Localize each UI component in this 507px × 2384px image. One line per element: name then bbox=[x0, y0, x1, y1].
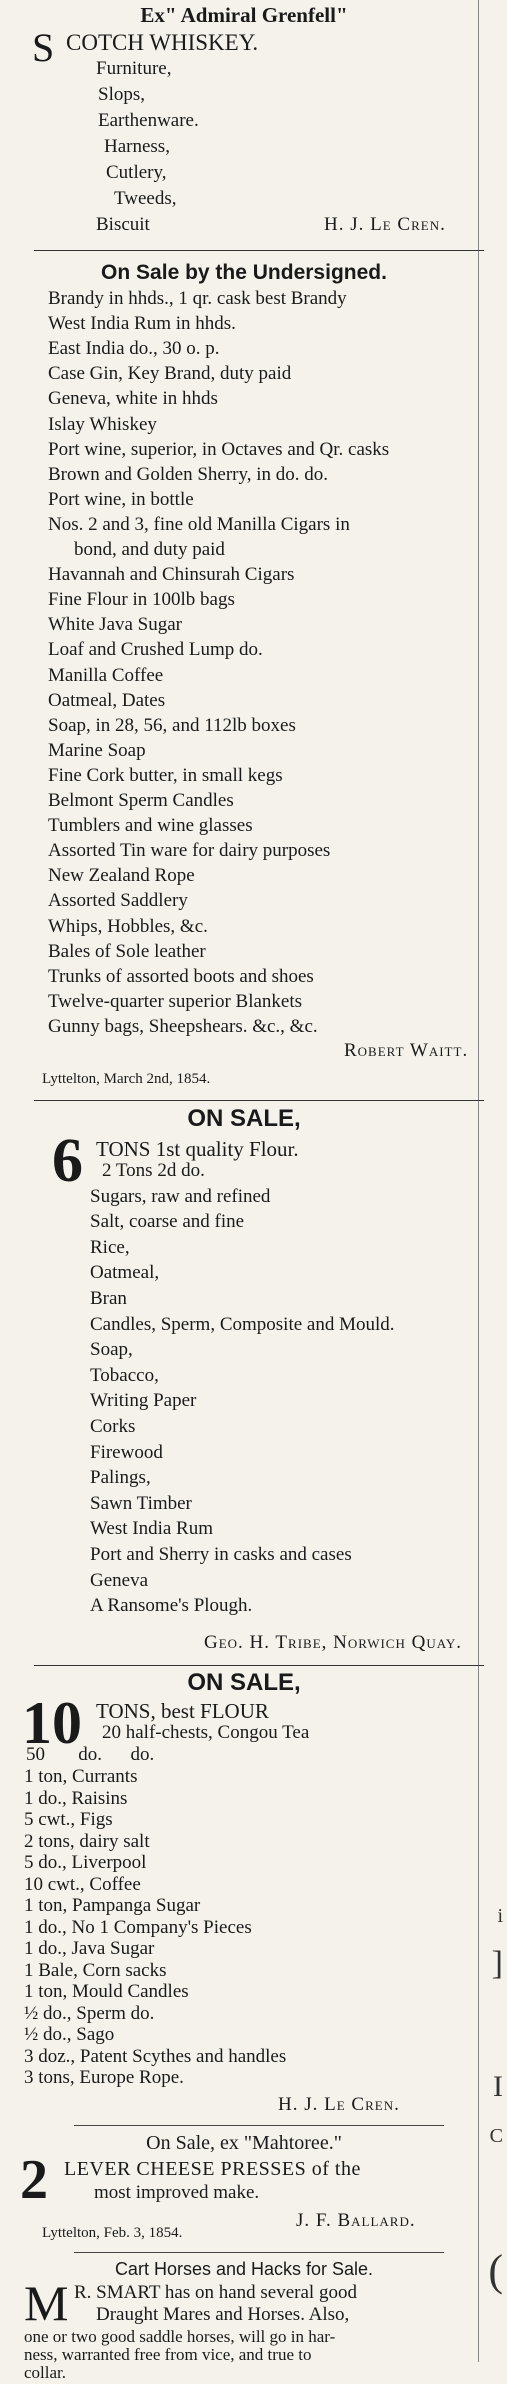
item-line: Whips, Hobbles, &c. bbox=[48, 915, 208, 937]
item-line: Sugars, raw and refined bbox=[90, 1185, 271, 1207]
item-line: 3 tons, Europe Rope. bbox=[24, 2067, 184, 2088]
item-line: West India Rum bbox=[90, 1518, 214, 1540]
ad-heading: On Sale by the Undersigned. bbox=[101, 261, 387, 284]
item-line: Tobacco, bbox=[90, 1364, 159, 1386]
item-line: New Zealand Rope bbox=[48, 865, 195, 887]
divider bbox=[34, 250, 484, 251]
item-line: Writing Paper bbox=[90, 1390, 197, 1412]
ad-lead-line: COTCH WHISKEY. bbox=[66, 30, 259, 55]
item-line: Bran bbox=[90, 1288, 127, 1309]
item-line: Loaf and Crushed Lump do. bbox=[48, 639, 263, 661]
item-line: Harness, bbox=[104, 136, 170, 157]
item-line: 1 Bale, Corn sacks bbox=[24, 1959, 167, 1981]
item-line: 1 do., No 1 Company's Pieces bbox=[24, 1916, 252, 1938]
item-line: one or two good saddle horses, will go in har- bbox=[24, 2327, 336, 2346]
item-line: Case Gin, Key Brand, duty paid bbox=[48, 363, 292, 385]
drop-number: 2 bbox=[20, 2149, 48, 2211]
margin-mark: C bbox=[489, 2125, 503, 2147]
item-line: Palings, bbox=[90, 1467, 151, 1489]
drop-cap: M bbox=[24, 2275, 69, 2331]
item-line: 50 do. do. bbox=[26, 1744, 155, 1765]
item-line: Geneva bbox=[90, 1569, 149, 1591]
item-line: 3 doz., Patent Scythes and handles bbox=[24, 2045, 287, 2067]
item-line: Gunny bags, Sheepshears. &c., &c. bbox=[48, 1015, 318, 1037]
item-line: Oatmeal, bbox=[90, 1262, 160, 1284]
item-line: Firewood bbox=[90, 1441, 163, 1463]
item-line: Bales of Sole leather bbox=[48, 940, 206, 962]
item-line: 5 do., Liverpool bbox=[24, 1852, 147, 1873]
item-line: Slops, bbox=[98, 84, 145, 105]
item-line: White Java Sugar bbox=[48, 614, 183, 636]
item-line: 5 cwt., Figs bbox=[24, 1809, 113, 1830]
item-line: Furniture, bbox=[96, 58, 172, 79]
item-line: Havannah and Chinsurah Cigars bbox=[48, 564, 295, 586]
ad-signature: H. J. Le Cren. bbox=[278, 2094, 400, 2115]
drop-number: 10 bbox=[22, 1690, 82, 1756]
item-line: Oatmeal, Dates bbox=[48, 689, 166, 711]
item-line: Draught Mares and Horses. Also, bbox=[96, 2304, 350, 2325]
ad-signature: Robert Waitt. bbox=[344, 1040, 469, 1061]
adjacent-column-edge bbox=[478, 0, 507, 2362]
item-line: Brandy in hhds., 1 qr. cask best Brandy bbox=[48, 288, 347, 309]
item-line: Islay Whiskey bbox=[48, 413, 157, 435]
ad-lead-line: TONS, best FLOUR bbox=[96, 1699, 269, 1723]
item-line: Port and Sherry in casks and cases bbox=[90, 1544, 352, 1565]
ad-heading: On Sale, ex "Mahtoree." bbox=[146, 2132, 342, 2154]
item-line: Twelve-quarter superior Blankets bbox=[48, 990, 303, 1012]
margin-mark: i bbox=[497, 1905, 503, 1927]
item-line: Assorted Saddlery bbox=[48, 890, 188, 912]
ad-lead-line: LEVER CHEESE PRESSES of the bbox=[64, 2158, 361, 2180]
item-line: ½ do., Sago bbox=[24, 2024, 115, 2045]
divider bbox=[74, 2252, 444, 2253]
item-line: Marine Soap bbox=[48, 739, 146, 761]
item-line: Port wine, in bottle bbox=[48, 488, 194, 510]
margin-mark: ( bbox=[488, 2246, 503, 2295]
item-line: 2 Tons 2d do. bbox=[102, 1160, 205, 1181]
item-line: Fine Flour in 100lb bags bbox=[48, 589, 235, 611]
item-line: 1 ton, Currants bbox=[24, 1766, 138, 1787]
item-line: Biscuit bbox=[96, 214, 150, 235]
ad-heading: Cart Horses and Hacks for Sale. bbox=[114, 2259, 374, 2279]
item-line: ness, warranted free from vice, and true to bbox=[24, 2345, 312, 2364]
item-line: Tweeds, bbox=[114, 188, 177, 209]
dateline: Lyttelton, March 2nd, 1854. bbox=[42, 1071, 211, 1087]
item-line: Manilla Coffee bbox=[48, 664, 164, 686]
item-line: bond, and duty paid bbox=[74, 539, 225, 560]
divider bbox=[74, 2125, 444, 2126]
item-line: Geneva, white in hhds bbox=[48, 388, 218, 410]
item-line: Port wine, superior, in Octaves and Qr. casks bbox=[48, 438, 390, 460]
item-line: 1 do., Raisins bbox=[24, 1787, 128, 1809]
item-line: Soap, in 28, 56, and 112lb boxes bbox=[48, 714, 296, 736]
item-line: Salt, coarse and fine bbox=[90, 1211, 245, 1233]
margin-mark: I bbox=[493, 2070, 503, 2103]
ship-title: Ex" Admiral Grenfell" bbox=[140, 3, 348, 27]
item-line: West India Rum in hhds. bbox=[48, 313, 236, 335]
item-line: Corks bbox=[90, 1416, 136, 1437]
divider bbox=[34, 1100, 484, 1101]
item-line: R. SMART has on hand several good bbox=[74, 2282, 357, 2303]
item-line: Candles, Sperm, Composite and Mould. bbox=[90, 1313, 395, 1335]
item-line: 1 ton, Mould Candles bbox=[24, 1981, 189, 2002]
divider bbox=[34, 1665, 484, 1666]
item-line: Assorted Tin ware for dairy purposes bbox=[48, 840, 331, 862]
item-line: Fine Cork butter, in small kegs bbox=[48, 764, 283, 786]
item-line: Cutlery, bbox=[106, 162, 167, 183]
item-line: 2 tons, dairy salt bbox=[24, 1830, 150, 1852]
ad-signature: H. J. Le Cren. bbox=[324, 214, 446, 235]
item-line: Tumblers and wine glasses bbox=[48, 815, 253, 837]
item-line: 20 half-chests, Congou Tea bbox=[102, 1722, 310, 1743]
item-line: Soap, bbox=[90, 1339, 133, 1361]
item-line: A Ransome's Plough. bbox=[90, 1595, 253, 1617]
ad-heading: ON SALE, bbox=[187, 1105, 301, 1132]
item-line: Belmont Sperm Candles bbox=[48, 790, 234, 811]
drop-number: 6 bbox=[52, 1127, 83, 1195]
item-line: most improved make. bbox=[94, 2182, 260, 2203]
dateline: Lyttelton, Feb. 3, 1854. bbox=[42, 2225, 183, 2241]
item-line: Sawn Timber bbox=[90, 1492, 192, 1514]
ad-signature: Geo. H. Tribe, Norwich Quay. bbox=[204, 1632, 463, 1653]
ad-signature: J. F. Ballard. bbox=[296, 2210, 416, 2231]
item-line: ½ do., Sperm do. bbox=[24, 2002, 155, 2024]
item-line: collar. bbox=[24, 2363, 67, 2382]
drop-cap: S bbox=[32, 25, 55, 70]
margin-mark: ] bbox=[491, 1945, 503, 1982]
item-line: 1 ton, Pampanga Sugar bbox=[24, 1895, 201, 1916]
ad-heading: ON SALE, bbox=[187, 1669, 301, 1696]
item-line: Earthenware. bbox=[98, 110, 199, 131]
item-line: East India do., 30 o. p. bbox=[48, 338, 220, 360]
ad-lead-line: TONS 1st quality Flour. bbox=[96, 1137, 299, 1161]
item-line: Trunks of assorted boots and shoes bbox=[48, 965, 314, 987]
item-line: Brown and Golden Sherry, in do. do. bbox=[48, 463, 329, 485]
item-line: 1 do., Java Sugar bbox=[24, 1938, 155, 1959]
item-line: Nos. 2 and 3, fine old Manilla Cigars in bbox=[48, 513, 350, 535]
item-line: 10 cwt., Coffee bbox=[24, 1873, 141, 1895]
item-line: Rice, bbox=[90, 1236, 130, 1258]
